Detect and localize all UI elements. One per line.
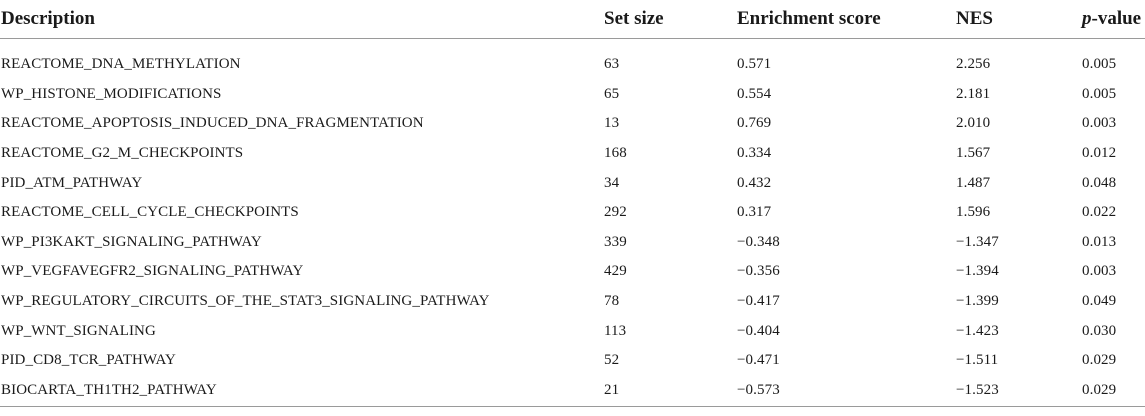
cell-p-value: 0.005 xyxy=(1082,56,1117,73)
table-row xyxy=(0,287,1145,317)
table-row xyxy=(0,50,1145,80)
cell-set-size: 113 xyxy=(604,322,627,339)
header-description: Description xyxy=(0,0,603,39)
cell-enrichment-score: 0.571 xyxy=(737,56,772,73)
table-row xyxy=(0,376,1145,407)
cell-enrichment-score: −0.348 xyxy=(737,233,780,250)
cell-p-value: 0.049 xyxy=(1082,293,1117,310)
table-row xyxy=(0,316,1145,346)
cell-set-size: 168 xyxy=(604,145,627,162)
table-body xyxy=(0,39,1145,407)
cell-enrichment-score: 0.334 xyxy=(737,145,772,162)
cell-nes: −1.399 xyxy=(956,293,999,310)
header-p-value-suffix: -value xyxy=(1091,8,1142,29)
cell-p-value: 0.003 xyxy=(1082,263,1117,280)
cell-description: REACTOME_DNA_METHYLATION xyxy=(1,56,241,73)
header-nes: NES xyxy=(955,0,1081,39)
cell-description: WP_PI3KAKT_SIGNALING_PATHWAY xyxy=(1,233,262,250)
cell-p-value: 0.012 xyxy=(1082,145,1117,162)
cell-description: WP_WNT_SIGNALING xyxy=(1,322,156,339)
cell-nes: −1.423 xyxy=(956,322,999,339)
cell-p-value: 0.030 xyxy=(1082,322,1117,339)
cell-description: WP_HISTONE_MODIFICATIONS xyxy=(1,85,222,102)
table-row xyxy=(0,346,1145,376)
table-row xyxy=(0,139,1145,169)
cell-description: REACTOME_CELL_CYCLE_CHECKPOINTS xyxy=(1,204,299,221)
table-row xyxy=(0,257,1145,287)
cell-p-value: 0.022 xyxy=(1082,204,1117,221)
cell-enrichment-score: −0.573 xyxy=(736,376,955,407)
cell-set-size: 52 xyxy=(604,352,620,369)
cell-enrichment-score: 0.432 xyxy=(737,174,772,191)
cell-nes: −1.523 xyxy=(955,376,1081,407)
cell-nes: −1.347 xyxy=(956,233,999,250)
header-row xyxy=(0,0,1145,39)
spacer-cell xyxy=(0,39,1145,51)
cell-p-value: 0.048 xyxy=(1082,174,1117,191)
cell-description: PID_CD8_TCR_PATHWAY xyxy=(1,352,176,369)
cell-set-size: 429 xyxy=(604,263,627,280)
cell-enrichment-score: −0.471 xyxy=(737,352,780,369)
cell-enrichment-score: −0.404 xyxy=(737,322,780,339)
cell-p-value: 0.029 xyxy=(1081,376,1145,407)
cell-nes: 2.256 xyxy=(956,56,991,73)
table-row xyxy=(0,109,1145,139)
cell-nes: 2.181 xyxy=(956,85,991,102)
table-header xyxy=(0,0,1145,39)
cell-p-value: 0.005 xyxy=(1082,85,1117,102)
cell-set-size: 13 xyxy=(604,115,620,132)
cell-nes: 1.596 xyxy=(956,204,991,221)
cell-nes: −1.511 xyxy=(956,352,999,369)
cell-enrichment-score: −0.417 xyxy=(737,293,780,310)
cell-p-value: 0.003 xyxy=(1082,115,1117,132)
cell-set-size: 21 xyxy=(603,376,736,407)
cell-set-size: 78 xyxy=(604,293,620,310)
header-p-value-italic: p xyxy=(1082,8,1092,29)
cell-p-value: 0.029 xyxy=(1082,352,1117,369)
cell-nes: 2.010 xyxy=(956,115,991,132)
spacer-row xyxy=(0,39,1145,51)
cell-set-size: 63 xyxy=(604,56,620,73)
cell-nes: 1.567 xyxy=(956,145,991,162)
table-row xyxy=(0,228,1145,258)
table-row xyxy=(0,198,1145,228)
cell-set-size: 339 xyxy=(604,233,627,250)
cell-description: PID_ATM_PATHWAY xyxy=(1,174,143,191)
header-p-value xyxy=(1081,0,1145,39)
cell-set-size: 292 xyxy=(604,204,627,221)
cell-enrichment-score: 0.554 xyxy=(737,85,772,102)
table-row xyxy=(0,168,1145,198)
table-row xyxy=(0,80,1145,110)
cell-set-size: 65 xyxy=(604,85,620,102)
cell-description: REACTOME_G2_M_CHECKPOINTS xyxy=(1,145,244,162)
cell-description: WP_VEGFAVEGFR2_SIGNALING_PATHWAY xyxy=(1,263,304,280)
cell-nes: −1.394 xyxy=(956,263,999,280)
cell-set-size: 34 xyxy=(604,174,620,191)
cell-p-value: 0.013 xyxy=(1082,233,1117,250)
header-set-size: Set size xyxy=(603,0,736,39)
cell-enrichment-score: 0.317 xyxy=(737,204,772,221)
cell-description: REACTOME_APOPTOSIS_INDUCED_DNA_FRAGMENTATION xyxy=(1,115,424,132)
cell-enrichment-score: 0.769 xyxy=(737,115,772,132)
cell-description: WP_REGULATORY_CIRCUITS_OF_THE_STAT3_SIGNALING_PATHWAY xyxy=(1,293,490,310)
header-enrichment-score: Enrichment score xyxy=(736,0,955,39)
cell-enrichment-score: −0.356 xyxy=(737,263,780,280)
cell-nes: 1.487 xyxy=(956,174,991,191)
cell-description: BIOCARTA_TH1TH2_PATHWAY xyxy=(0,376,603,407)
